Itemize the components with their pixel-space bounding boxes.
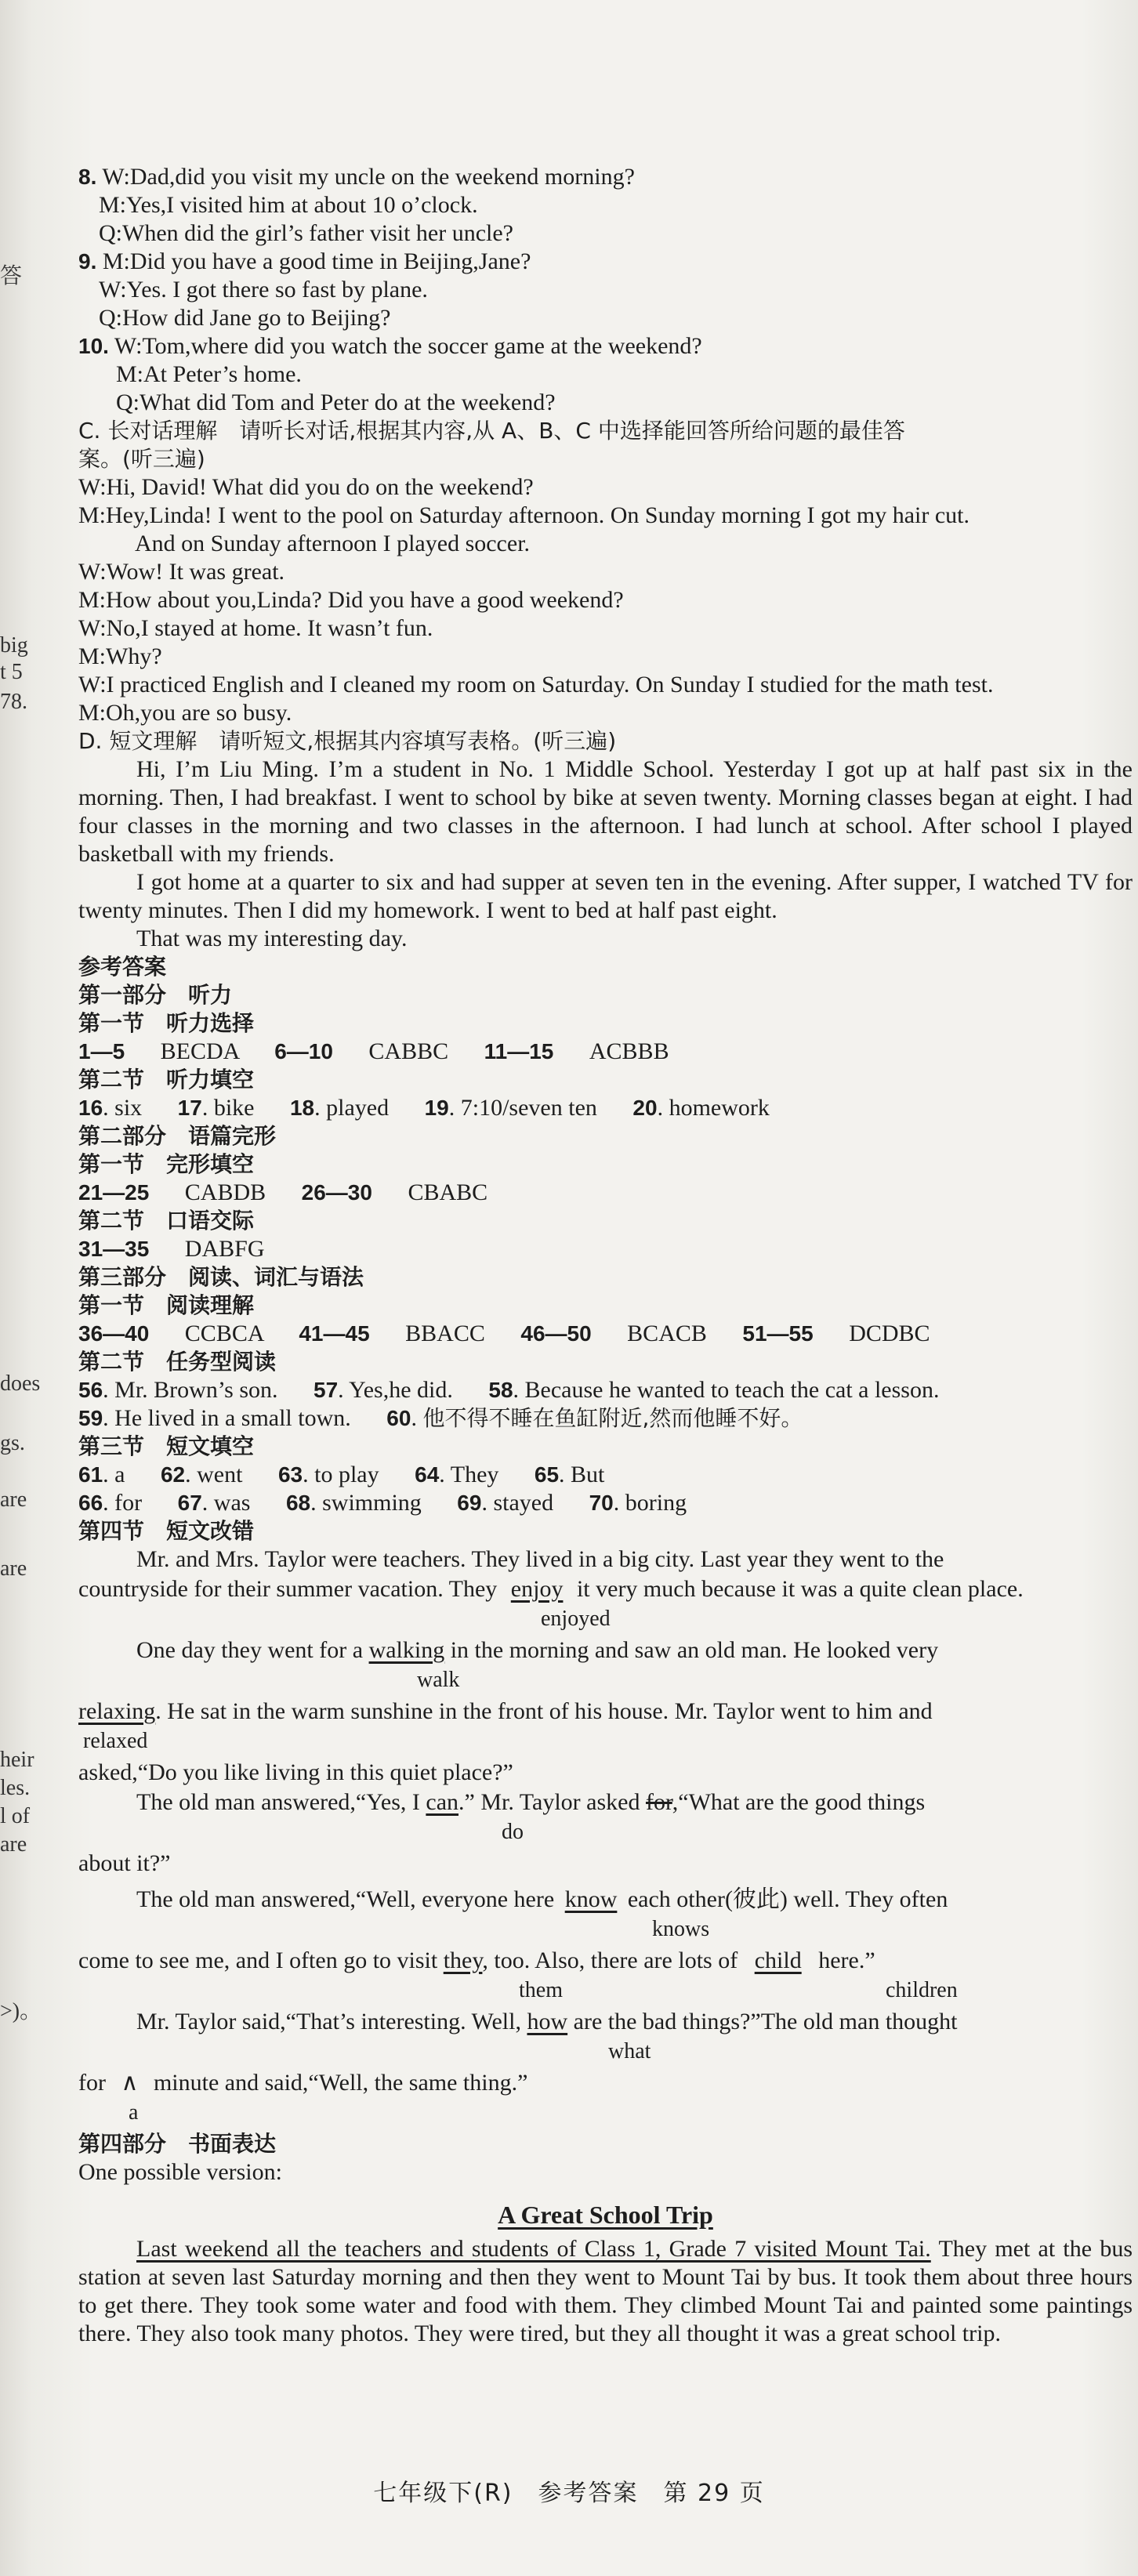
answer-letters: CABBC — [368, 1038, 449, 1064]
margin-fragment: t 5 — [0, 660, 23, 684]
answer-row-1-15 — [78, 1038, 1133, 1066]
dialogue-line: W:Wow! It was great. — [78, 559, 285, 585]
answer-row-31-35 — [78, 1235, 1133, 1263]
answer-number: 63 — [277, 1462, 303, 1487]
answer-number: 59 — [78, 1406, 103, 1430]
answer-text: stayed — [493, 1490, 554, 1516]
correction-row — [78, 2099, 1133, 2130]
passage-paragraph: That was my interesting day. — [136, 926, 408, 951]
correction-row — [78, 1818, 1133, 1850]
margin-fragment: les. — [0, 1776, 31, 1800]
margin-fragment: 78. — [0, 690, 27, 714]
correction-row — [78, 1915, 1133, 1947]
dialogue-line: M:Did you have a good time in Beijing,Jane? — [102, 248, 531, 274]
answer-text: to play — [314, 1462, 379, 1487]
marked-error: can — [426, 1789, 459, 1815]
answer-range: 11—15 — [484, 1039, 554, 1063]
answer-row-56-58: 56. Mr. Brown’s son. 57. Yes,he did. 58. Because he wanted to teach the cat a lesson. — [78, 1377, 940, 1403]
answer-number: 56 — [78, 1378, 103, 1402]
answer-range: 1—5 — [78, 1039, 125, 1063]
p3s3-title: 第三节 短文填空 — [78, 1433, 255, 1459]
essay-intro: One possible version: — [78, 2159, 282, 2185]
dialogue-line: M:Hey,Linda! I went to the pool on Saturday afternoon. On Sunday morning I got my hair cut. — [78, 502, 969, 528]
margin-fragment: >)。 — [0, 1999, 42, 2023]
answer-text: Because he wanted to teach the cat a lesson. — [524, 1377, 940, 1403]
answer-row-61-65: 61. a 62. went 63. to play 64. They 65. But — [78, 1462, 605, 1487]
dialogue-line: M:Oh,you are so busy. — [78, 700, 292, 726]
correction-line: countryside for their summer vacation. They enjoy it very much because it was a quite clean place. — [78, 1576, 1024, 1602]
answer-text: But — [571, 1462, 605, 1487]
marked-error: walking — [368, 1637, 445, 1663]
answer-row-59-60: 59. He lived in a small town. 60. 他不得不睡在鱼缸附近,然而他睡不好。 — [78, 1405, 803, 1431]
correction-line: come to see me, and I often go to visit they, too. Also, there are lots of child here.” — [78, 1947, 875, 1973]
answer-letters: BCACB — [627, 1321, 707, 1346]
essay-rest: They met at the bus station at seven last Saturday morning and then they went to Mount Tai by bus. It took them about three hours to get there. They took some water and food with them. They climbed Mount Tai and painted some paintings there. They also took many photos. They were tired, but they all thought it was a great school trip. — [78, 2236, 1133, 2346]
dialogue-line: W:Dad,did you visit my uncle on the weekend morning? — [102, 164, 635, 190]
correction-word: do — [502, 1820, 524, 1844]
essay-body — [78, 2235, 1133, 2348]
answer-text: 他不得不睡在鱼缸附近,然而他睡不好。 — [422, 1405, 803, 1431]
p1s1-title: 第一节 听力选择 — [78, 1010, 255, 1036]
correction-row — [78, 1605, 1133, 1636]
correction-line: The old man answered,“Well, everyone here know each other(彼此) well. They often — [136, 1886, 948, 1912]
section-d-title: D. 短文理解 请听短文,根据其内容填写表格。(听三遍) — [78, 728, 617, 754]
part3-title: 第三部分 阅读、词汇与语法 — [78, 1264, 364, 1290]
marked-error: how — [527, 2009, 568, 2034]
dialogue-line: W:Yes. I got there so fast by plane. — [99, 277, 428, 303]
p1s2-title: 第二节 听力填空 — [78, 1067, 255, 1092]
dialogue-line: W:Tom,where did you watch the soccer game at the weekend? — [114, 333, 702, 359]
section-c-title: C. 长对话理解 请听长对话,根据其内容,从 A、B、C 中选择能回答所给问题的最佳答 — [78, 418, 905, 444]
dialogue-line: W:Hi, David! What did you do on the weekend? — [78, 474, 534, 500]
answer-text: swimming — [322, 1490, 422, 1516]
answer-letters: CABDB — [184, 1179, 266, 1205]
long-dialogue — [78, 473, 1133, 727]
answer-range: 41—45 — [299, 1321, 370, 1346]
correction-row — [78, 1666, 1133, 1697]
dialogue-line: Q:What did Tom and Peter do at the weekend? — [116, 389, 556, 415]
correction-row — [78, 1727, 1133, 1759]
p2s1-title: 第一节 完形填空 — [78, 1151, 255, 1177]
answer-number: 58 — [488, 1378, 513, 1402]
answer-text: Mr. Brown’s son. — [114, 1377, 278, 1403]
correction-line: asked,“Do you like living in this quiet place?” — [78, 1759, 513, 1785]
margin-fragment: are — [0, 1556, 27, 1581]
p3s1-title: 第一节 阅读理解 — [78, 1292, 255, 1318]
margin-fragment: does — [0, 1371, 41, 1396]
essay-title: A Great School Trip — [498, 2201, 713, 2229]
answer-text: six — [114, 1095, 143, 1121]
dialogue-line: And on Sunday afternoon I played soccer. — [135, 531, 531, 556]
dialogue-line: M:Yes,I visited him at about 10 o’clock. — [99, 192, 478, 218]
dialogue-line: M:Why? — [78, 643, 162, 669]
answer-text: went — [197, 1462, 243, 1487]
answers-title: 参考答案 — [78, 954, 167, 980]
answer-text: bike — [213, 1095, 255, 1121]
dialogue-9: 9. M:Did you have a good time in Beijing,Jane? W:Yes. I got there so fast by plane. Q:How did Jane go to Beijing? — [78, 248, 531, 331]
margin-fragment: are — [0, 1832, 27, 1857]
dialogue-10: 10. W:Tom,where did you watch the soccer game at the weekend? M:At Peter’s home. Q:What did Tom and Peter do at the weekend? — [78, 333, 702, 415]
margin-fragment: big — [0, 633, 28, 658]
answer-letters: DCDBC — [849, 1321, 930, 1346]
answer-number: 16 — [78, 1096, 103, 1120]
part4-title: 第四部分 书面表达 — [78, 2131, 277, 2157]
correction-line: The old man answered,“Yes, I can.” Mr. Taylor asked for,“What are the good things — [136, 1789, 926, 1815]
answer-number: 19 — [424, 1096, 449, 1120]
correction-line: Mr. Taylor said,“That’s interesting. Well, how are the bad things?”The old man thought — [136, 2009, 958, 2034]
margin-fragment: are — [0, 1487, 27, 1512]
answer-text: played — [326, 1095, 390, 1121]
dialogue-line: M:How about you,Linda? Did you have a good weekend? — [78, 587, 624, 613]
page-content — [78, 163, 1133, 2348]
answer-number: 61 — [78, 1462, 103, 1487]
dialogue-line: Q:When did the girl’s father visit her uncle? — [99, 220, 513, 246]
answer-range: 31—35 — [78, 1237, 150, 1261]
answer-letters: DABFG — [184, 1236, 265, 1262]
answer-number: 70 — [589, 1491, 614, 1515]
answer-letters: BECDA — [160, 1038, 239, 1064]
correction-line: for ∧ minute and said,“Well, the same thing.” — [78, 2070, 528, 2096]
answer-text: homework — [669, 1095, 770, 1121]
part2-title: 第二部分 语篇完形 — [78, 1123, 277, 1149]
margin-fragment: 答 — [0, 264, 23, 288]
answer-letters: CBABC — [408, 1179, 488, 1205]
page-footer: 七年级下(R) 参考答案 第 29 页 — [373, 2480, 765, 2507]
dialogue-line: M:At Peter’s home. — [116, 361, 302, 387]
section-c-title-cont: 案。(听三遍) — [78, 446, 205, 472]
marked-error: child — [754, 1947, 802, 1973]
answer-number: 68 — [285, 1491, 311, 1515]
answer-row-21-30 — [78, 1179, 1133, 1207]
answer-text: He lived in a small town. — [114, 1405, 351, 1431]
answer-letters: BBACC — [405, 1321, 485, 1346]
correction-word: children — [886, 1978, 958, 2002]
answer-number: 20 — [632, 1096, 658, 1120]
answer-number: 17 — [177, 1096, 202, 1120]
answer-number: 62 — [160, 1462, 186, 1487]
answer-text: They — [450, 1462, 499, 1487]
correction-word: relaxed — [83, 1729, 148, 1753]
answer-text: was — [213, 1490, 251, 1516]
margin-fragment: gs. — [0, 1431, 25, 1455]
answer-range: 36—40 — [78, 1321, 150, 1346]
error-correction-passage — [78, 1545, 1133, 2130]
correction-line: Mr. and Mrs. Taylor were teachers. They lived in a big city. Last year they went to the — [136, 1546, 944, 1572]
essay-first-sentence: Last weekend all the teachers and students of Class 1, Grade 7 visited Mount Tai. — [136, 2236, 931, 2262]
answer-number: 64 — [415, 1462, 440, 1487]
answer-range: 51—55 — [742, 1321, 814, 1346]
passage-paragraph: Hi, I’m Liu Ming. I’m a student in No. 1 Middle School. Yesterday I got up at half past six in the morning. Then, I had breakfast. I went to school by bike at seven twenty. Morning classes began at eight. I had four classes in the morning and two classes in the afternoon. I had lunch at school. After school I played basketball with my friends. — [78, 756, 1133, 867]
answer-number: 67 — [177, 1491, 202, 1515]
answer-range: 21—25 — [78, 1180, 150, 1205]
answer-number: 66 — [78, 1491, 103, 1515]
correction-row — [78, 1976, 1133, 2008]
margin-fragment: l of — [0, 1804, 31, 1828]
answer-range: 6—10 — [274, 1039, 333, 1063]
answer-row-66-70: 66. for 67. was 68. swimming 69. stayed 70. boring — [78, 1490, 687, 1516]
passage-paragraph: I got home at a quarter to six and had supper at seven ten in the evening. After supper, I watched TV for twenty minutes. Then I did my homework. I went to bed at half past eight. — [78, 869, 1133, 923]
dialogue-line: W:No,I stayed at home. It wasn’t fun. — [78, 615, 433, 641]
marked-error: know — [564, 1886, 618, 1912]
answer-row-36-55 — [78, 1320, 1133, 1348]
correction-word: knows — [652, 1917, 710, 1941]
question-number: 10 — [78, 334, 103, 358]
answer-number: 57 — [313, 1378, 339, 1402]
p3s4-title: 第四节 短文改错 — [78, 1518, 255, 1544]
p3s2-title: 第二节 任务型阅读 — [78, 1349, 277, 1375]
dialogue-8: 8. W:Dad,did you visit my uncle on the weekend morning? M:Yes,I visited him at about 10 o’clock. Q:When did the girl’s father visit her uncle? — [78, 164, 635, 246]
dialogue-line: W:I practiced English and I cleaned my room on Saturday. On Sunday I studied for the math test. — [78, 672, 994, 697]
deleted-word: for — [645, 1789, 672, 1815]
correction-row — [78, 2038, 1133, 2069]
answer-text: 7:10/seven ten — [460, 1095, 597, 1121]
answer-text: a — [114, 1462, 125, 1487]
correction-line: One day they went for a walking in the morning and saw an old man. He looked very — [136, 1637, 939, 1663]
answer-text: boring — [625, 1490, 687, 1516]
answer-number: 60 — [386, 1406, 411, 1430]
margin-fragment: heir — [0, 1748, 34, 1772]
correction-line: relaxing. He sat in the warm sunshine in the front of his house. Mr. Taylor went to him and — [78, 1698, 933, 1724]
correction-word: them — [519, 1978, 563, 2002]
question-number: 8 — [78, 165, 91, 189]
answer-range: 26—30 — [301, 1180, 372, 1205]
correction-word: what — [608, 2039, 651, 2063]
answer-text: Yes,he did. — [349, 1377, 453, 1403]
correction-word: enjoyed — [541, 1607, 611, 1631]
correction-line: about it?” — [78, 1850, 171, 1876]
marked-error: they — [443, 1947, 483, 1973]
correction-word: a — [129, 2100, 139, 2125]
answer-row-16-20: 16. six 17. bike 18. played 19. 7:10/seven ten 20. homework — [78, 1095, 770, 1121]
p2s2-title: 第二节 口语交际 — [78, 1208, 255, 1234]
question-number: 9 — [78, 249, 91, 274]
dialogue-line: Q:How did Jane go to Beijing? — [99, 305, 391, 331]
insertion-caret: ∧ — [121, 2070, 139, 2096]
part1-title: 第一部分 听力 — [78, 982, 233, 1008]
answer-text: for — [114, 1490, 143, 1516]
answer-letters: CCBCA — [184, 1321, 263, 1346]
answer-letters: ACBBB — [589, 1038, 669, 1064]
marked-error: enjoy — [510, 1576, 564, 1602]
answer-number: 18 — [289, 1096, 315, 1120]
marked-error: relaxing — [78, 1698, 156, 1724]
answer-number: 65 — [534, 1462, 560, 1487]
answer-range: 46—50 — [520, 1321, 592, 1346]
answer-number: 69 — [457, 1491, 482, 1515]
correction-word: walk — [417, 1668, 460, 1692]
